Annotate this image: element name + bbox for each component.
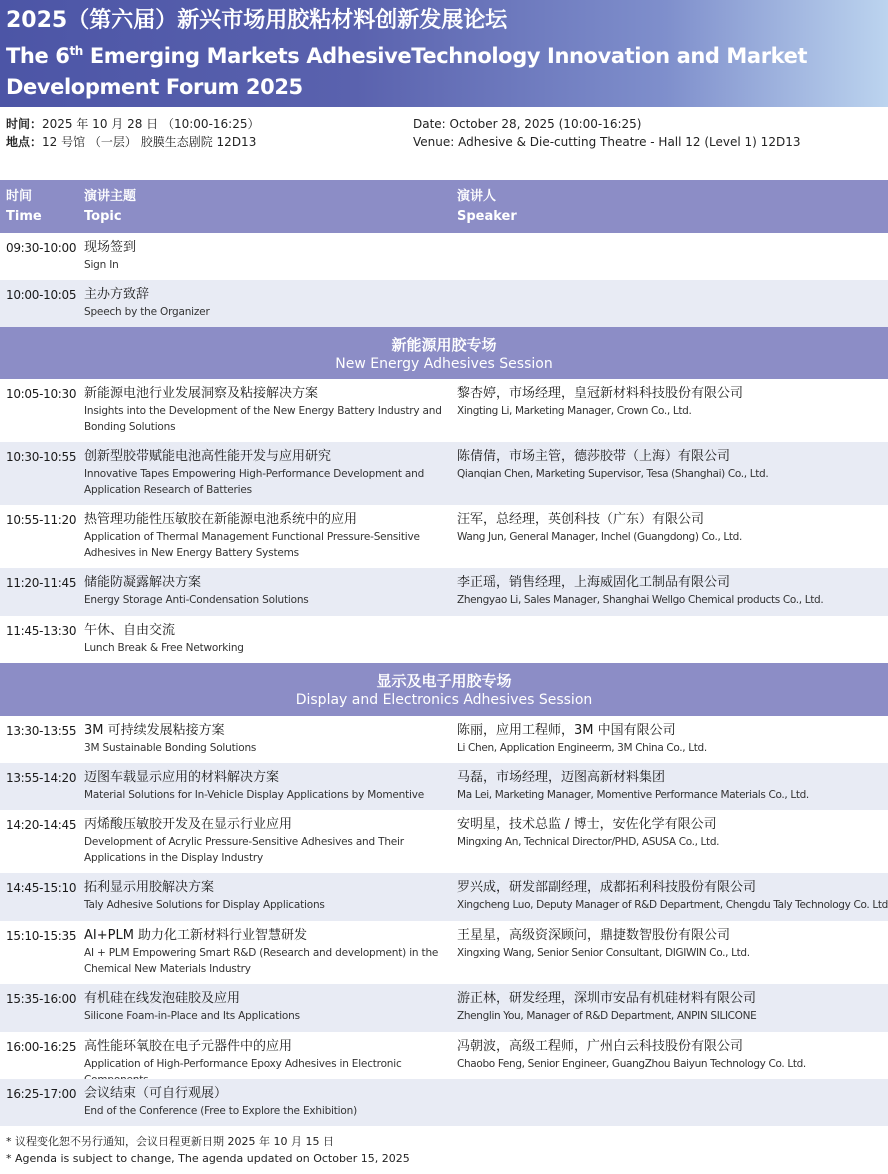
agenda-row bbox=[0, 1032, 888, 1079]
row-speaker: 罗兴成，研发部副经理，成都拓利科技股份有限公司 Xingcheng Luo, Deputy Manager of R&D Department, Chengdu Taly Technology Co. Ltd bbox=[457, 880, 888, 911]
row-speaker: 王星星，高级资深顾问，鼎捷数智股份有限公司 Xingxing Wang, Senior Senior Consultant, DIGIWIN Co., Ltd. bbox=[457, 928, 750, 959]
agenda-row bbox=[0, 716, 888, 763]
row-topic: 拓利显示用胶解决方案 Taly Adhesive Solutions for Display Applications bbox=[84, 880, 325, 911]
row-speaker: 汪军，总经理，英创科技（广东）有限公司 Wang Jun, General Manager, Inchel (Guangdong) Co., Ltd. bbox=[457, 512, 742, 543]
row-topic: 新能源电池行业发展洞察及粘接解决方案 Insights into the Development of the New Energy Battery Industry and Bonding Solutions bbox=[84, 386, 442, 433]
agenda-row bbox=[0, 763, 888, 810]
agenda-table-header bbox=[0, 180, 888, 233]
row-time: 15:35-16:00 bbox=[6, 992, 77, 1006]
row-time: 13:30-13:55 bbox=[6, 724, 77, 738]
note-en: * Agenda is subject to change, The agenda updated on October 15, 2025 bbox=[6, 1152, 410, 1165]
session-title-zh: 新能源用胶专场 bbox=[391, 336, 497, 354]
row-time: 15:10-15:35 bbox=[6, 929, 77, 943]
row-time: 10:05-10:30 bbox=[6, 387, 77, 401]
session-title-en: New Energy Adhesives Session bbox=[335, 356, 553, 372]
event-info-zh bbox=[6, 115, 259, 151]
row-topic: 高性能环氧胶在电子元器件中的应用 Application of High-Performance Epoxy Adhesives in Electronic bbox=[84, 1039, 402, 1070]
session-title-en: Display and Electronics Adhesives Session bbox=[295, 692, 593, 708]
row-time: 11:20-11:45 bbox=[6, 576, 77, 590]
row-time: 14:45-15:10 bbox=[6, 881, 77, 895]
session-banner-new-energy bbox=[0, 327, 888, 379]
row-topic: 有机硅在线发泡硅胶及应用 Silicone Foam-in-Place and Its Applications bbox=[84, 991, 300, 1022]
event-info-en bbox=[413, 115, 800, 151]
row-speaker: 安明星，技术总监 / 博士，安佐化学有限公司 Mingxing An, Technical Director/PHD, ASUSA Co., Ltd. bbox=[457, 817, 720, 848]
header-speaker: 演讲人 Speaker bbox=[457, 189, 517, 224]
agenda-row bbox=[0, 280, 888, 327]
row-time: 10:30-10:55 bbox=[6, 450, 77, 464]
row-topic: AI+PLM 助力化工新材料行业智慧研发 AI + PLM Empowering Smart R&D (Research and development) in the Chemical New Materials Industry bbox=[84, 928, 439, 975]
venue-label: 地点： bbox=[6, 135, 43, 149]
row-time: 11:45-13:30 bbox=[6, 624, 77, 638]
agenda-row bbox=[0, 921, 888, 984]
event-time-zh: 2025 年 10 月 28 日 （10:00-16:25） bbox=[42, 117, 260, 131]
forum-title-en: The 6th Emerging Markets AdhesiveTechnology Innovation and Market Development Forum 2025 bbox=[6, 44, 808, 99]
row-time: 09:30-10:00 bbox=[6, 241, 77, 255]
agenda-row bbox=[0, 1079, 888, 1126]
forum-title-zh: 2025（第六届）新兴市场用胶粘材料创新发展论坛 bbox=[6, 8, 508, 33]
session-banner-display-electronics bbox=[0, 663, 888, 716]
row-speaker: 陈丽，应用工程师，3M 中国有限公司 Li Chen, Application Engineerm, 3M China Co., Ltd. bbox=[457, 723, 707, 754]
row-topic: 迈图车载显示应用的材料解决方案 Material Solutions for In-Vehicle Display Applications by Momentive bbox=[84, 770, 425, 801]
forum-title-banner bbox=[0, 0, 888, 107]
row-topic: 丙烯酸压敏胶开发及在显示行业应用 Development of Acrylic Pressure-Sensitive Adhesives and Their Applications in the Display Industry bbox=[84, 817, 404, 864]
agenda-row bbox=[0, 233, 888, 280]
agenda-row bbox=[0, 810, 888, 873]
row-topic: 主办方致辞 Speech by the Organizer bbox=[84, 287, 210, 318]
agenda-row bbox=[0, 505, 888, 568]
agenda-row bbox=[0, 442, 888, 505]
row-topic: 午休、自由交流 Lunch Break & Free Networking bbox=[84, 623, 244, 654]
row-time: 13:55-14:20 bbox=[6, 771, 77, 785]
event-venue-en: Venue: Adhesive & Die-cutting Theatre - Hall 12 (Level 1) 12D13 bbox=[413, 135, 801, 149]
row-speaker: 黎杏婷，市场经理，皇冠新材料科技股份有限公司 Xingting Li, Marketing Manager, Crown Co., Ltd. bbox=[457, 386, 744, 417]
header-topic: 演讲主题 Topic bbox=[84, 189, 137, 224]
agenda-row bbox=[0, 568, 888, 616]
row-topic: 3M 可持续发展粘接方案 3M Sustainable Bonding Solutions bbox=[84, 723, 257, 754]
row-time: 10:55-11:20 bbox=[6, 513, 77, 527]
row-time: 10:00-10:05 bbox=[6, 288, 77, 302]
row-speaker: 游正林，研发经理，深圳市安品有机硅材料有限公司 Zhenglin You, Manager of R&D Department, ANPIN SILICONE bbox=[457, 991, 757, 1022]
row-speaker: 冯朝波，高级工程师，广州白云科技股份有限公司 Chaobo Feng, Senior Engineer, GuangZhou Baiyun Technology Co. Ltd. bbox=[457, 1039, 806, 1070]
row-topic: 现场签到 Sign In bbox=[84, 240, 137, 271]
row-speaker: 陈倩倩，市场主管，德莎胶带（上海）有限公司 Qianqian Chen, Marketing Supervisor, Tesa (Shanghai) Co., Ltd. bbox=[457, 449, 769, 480]
session-title-zh: 显示及电子用胶专场 bbox=[376, 672, 512, 690]
agenda-row bbox=[0, 873, 888, 921]
event-venue-zh: 12 号馆 （一层） 胶膜生态剧院 12D13 bbox=[42, 135, 257, 149]
agenda-row bbox=[0, 379, 888, 442]
row-time: 14:20-14:45 bbox=[6, 818, 77, 832]
row-topic: 储能防凝露解决方案 Energy Storage Anti-Condensation Solutions bbox=[84, 575, 309, 606]
row-topic: 热管理功能性压敏胶在新能源电池系统中的应用 Application of Thermal Management Functional Pressure-Sensitive Adhesives in New Energy Battery Systems bbox=[84, 512, 420, 559]
row-speaker: 李正瑶，销售经理，上海威固化工制品有限公司 Zhengyao Li, Sales Manager, Shanghai Wellgo Chemical products Co., Ltd. bbox=[457, 575, 824, 606]
agenda-notes bbox=[6, 1133, 410, 1167]
agenda-row bbox=[0, 984, 888, 1032]
header-time: 时间 Time bbox=[6, 189, 42, 224]
row-time: 16:00-16:25 bbox=[6, 1040, 77, 1054]
row-topic: 创新型胶带赋能电池高性能开发与应用研究 Innovative Tapes Empowering High-Performance Development and Application Research of Batteries bbox=[84, 449, 425, 496]
time-label: 时间： bbox=[6, 117, 43, 131]
row-time: 16:25-17:00 bbox=[6, 1087, 77, 1101]
agenda-row bbox=[0, 616, 888, 663]
row-topic: 会议结束（可自行观展） End of the Conference (Free to Explore the Exhibition) bbox=[84, 1086, 357, 1117]
event-date-en: Date: October 28, 2025 (10:00-16:25) bbox=[413, 117, 642, 131]
row-speaker: 马磊，市场经理，迈图高新材料集团 Ma Lei, Marketing Manager, Momentive Performance Materials Co., Ltd. bbox=[457, 770, 809, 801]
note-zh: * 议程变化恕不另行通知，会议日程更新日期 2025 年 10 月 15 日 bbox=[6, 1135, 334, 1148]
